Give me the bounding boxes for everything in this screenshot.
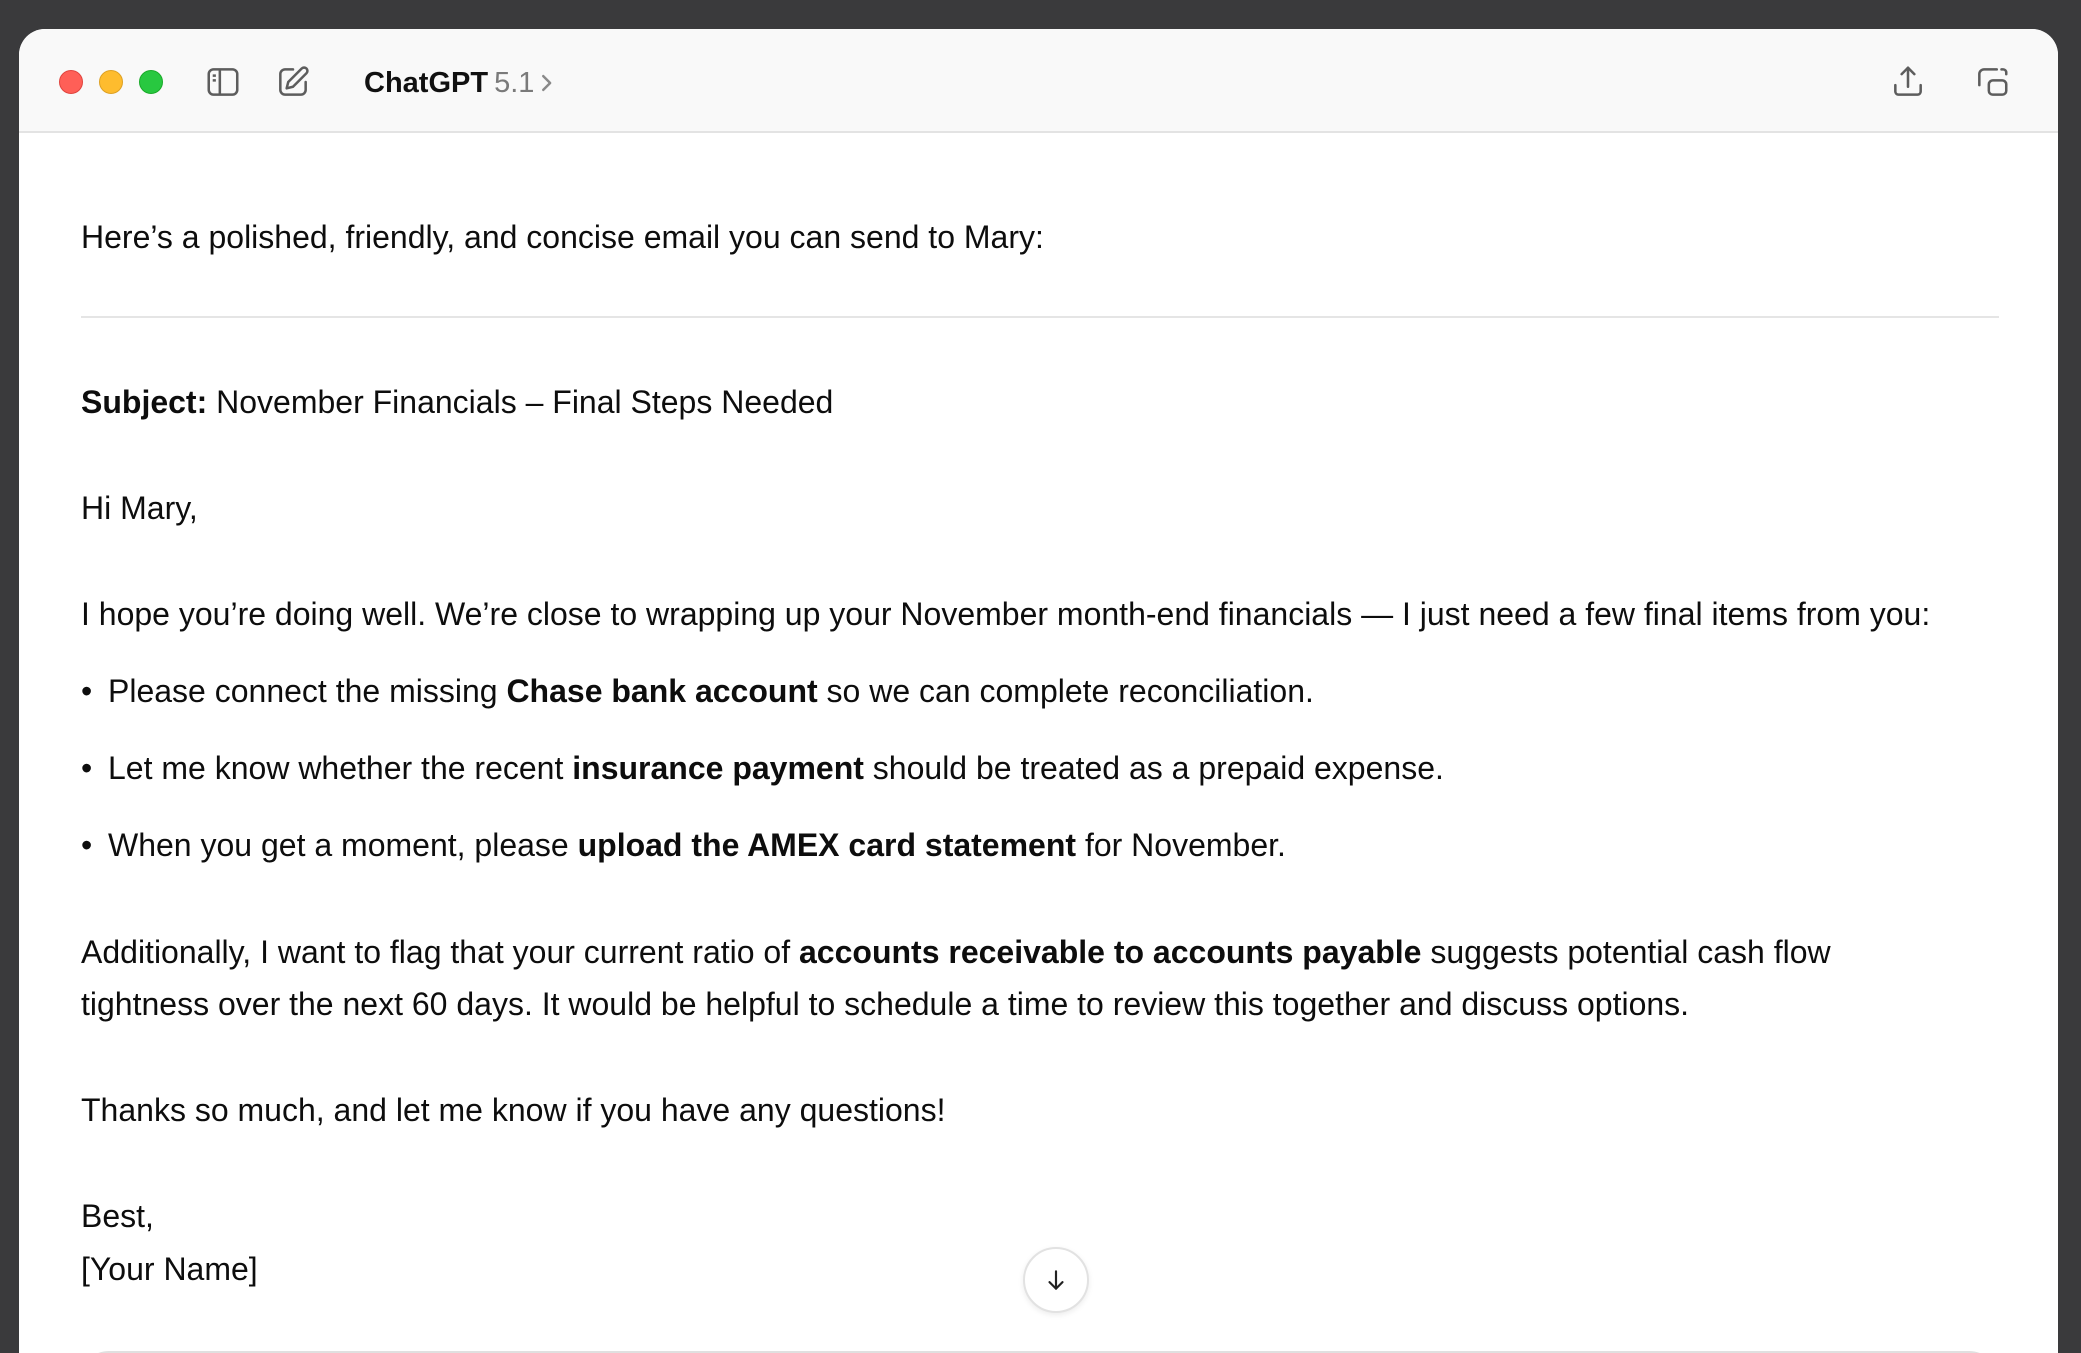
email-subject [81, 376, 833, 428]
scroll-to-bottom-button[interactable] [1023, 1247, 1089, 1313]
model-selector[interactable] [364, 63, 554, 103]
titlebar [19, 29, 2058, 133]
email-thanks: Thanks so much, and let me know if you have any questions! [81, 1092, 946, 1128]
email-opening: I hope you’re doing well. We’re close to wrapping up your November month-end financials — I just need a few final items from you: [81, 596, 1931, 632]
model-version: 5.1 [494, 66, 535, 99]
bullet-text: so we can complete reconciliation. [817, 673, 1314, 709]
app-name: ChatGPT [364, 66, 489, 99]
bullet-bold-text: Chase bank account [506, 673, 818, 709]
arrow-down-icon [1043, 1267, 1069, 1293]
additional-text: Additionally, I want to flag that your current ratio of [81, 934, 799, 970]
list-item: • Please connect the missing Chase bank account so we can complete reconciliation. [81, 673, 1314, 709]
email-additional-line2: tightness over the next 60 days. It would be helpful to schedule a time to review this together and discuss options. [81, 986, 1690, 1022]
chevron-right-icon [538, 72, 554, 94]
close-window-button[interactable] [59, 70, 83, 94]
additional-bold-text: accounts receivable to accounts payable [799, 934, 1422, 970]
divider [81, 316, 1999, 318]
additional-text: suggests potential cash flow [1421, 934, 1831, 970]
email-signoff: Best, [81, 1198, 154, 1234]
list-item: • Let me know whether the recent insurance payment should be treated as a prepaid expense. [81, 750, 1444, 786]
bullet-text: Let me know whether the recent [108, 750, 573, 786]
email-greeting: Hi Mary, [81, 490, 198, 526]
subject-label: Subject: [81, 384, 208, 420]
sidebar-toggle-icon[interactable] [202, 61, 244, 103]
message-intro: Here’s a polished, friendly, and concise email you can send to Mary: [81, 219, 1044, 255]
temporary-chat-icon[interactable] [1971, 61, 2013, 103]
subject-text: November Financials – Final Steps Needed [216, 384, 834, 420]
minimize-window-button[interactable] [99, 70, 123, 94]
bullet-text: Please connect the missing [108, 673, 507, 709]
share-icon[interactable] [1887, 61, 1929, 103]
list-item: • When you get a moment, please upload the AMEX card statement for November. [81, 827, 1286, 863]
bullet-bold-text: insurance payment [572, 750, 864, 786]
bullet-text: for November. [1076, 827, 1286, 863]
bullet-text: should be treated as a prepaid expense. [863, 750, 1444, 786]
zoom-window-button[interactable] [139, 70, 163, 94]
new-chat-icon[interactable] [272, 61, 314, 103]
app-window [19, 29, 2058, 1353]
bullet-bold-text: upload the AMEX card statement [577, 827, 1077, 863]
bullet-text: When you get a moment, please [108, 827, 578, 863]
email-additional-line1 [81, 926, 1831, 978]
email-signature: [Your Name] [81, 1251, 258, 1287]
